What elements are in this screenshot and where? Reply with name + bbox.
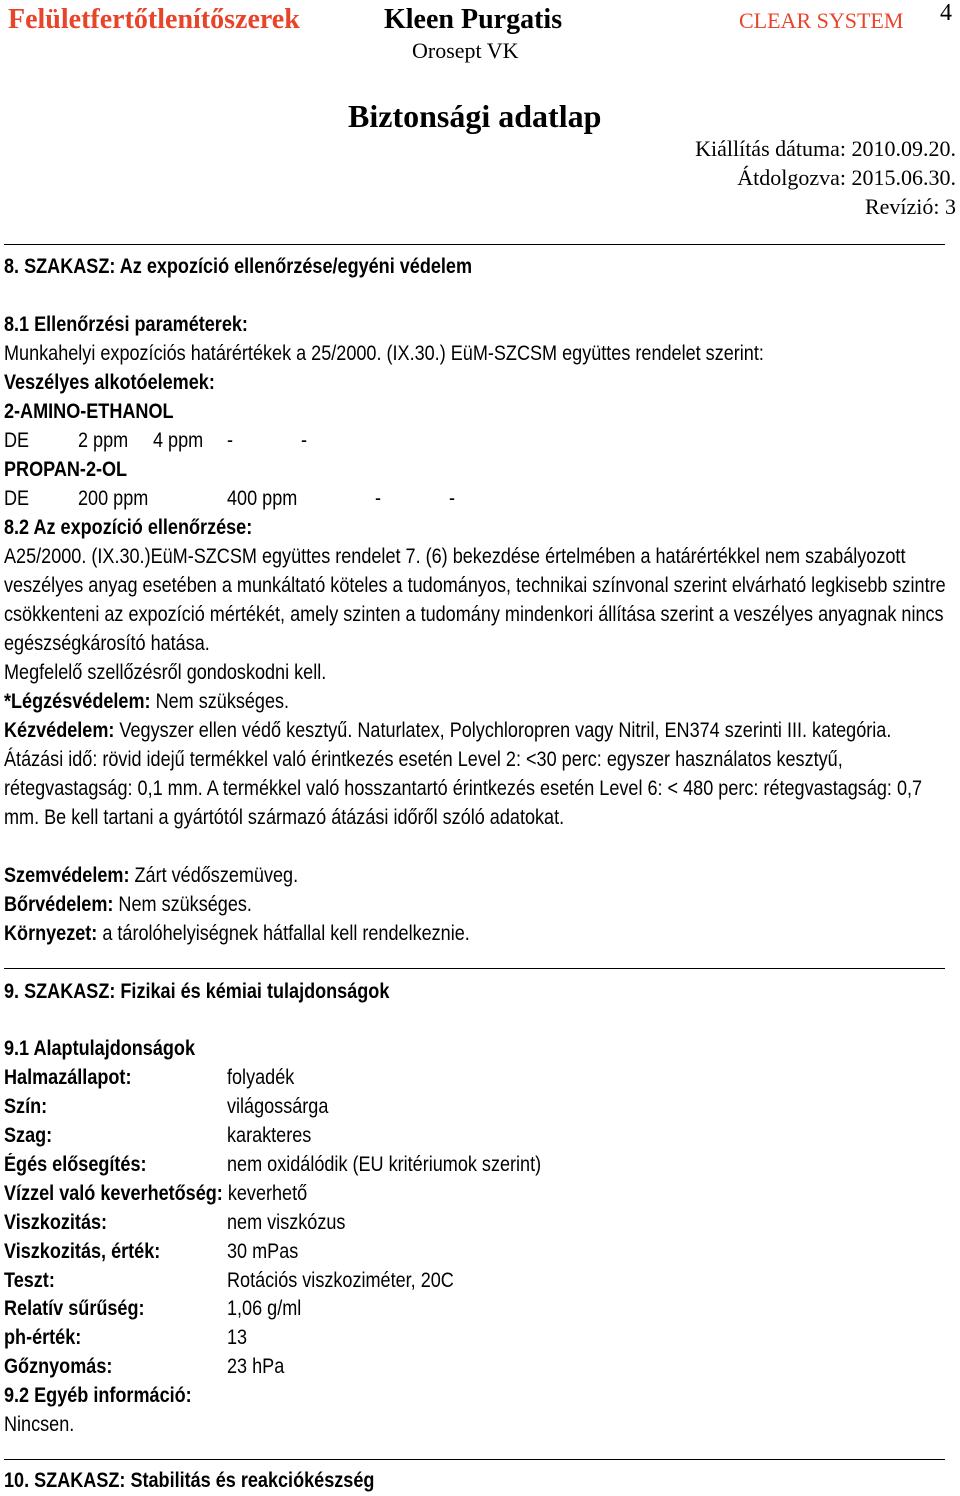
property-value: 30 mPas <box>227 1240 299 1263</box>
exposure-limits-intro: Munkahelyi expozíciós határértékek a 25/2000. (IX.30.) EüM-SZCSM együttes rendelet szerint: <box>4 342 764 365</box>
section-divider <box>4 968 945 969</box>
document-title: Biztonsági adatlap <box>348 98 602 134</box>
eye-label: Szemvédelem: <box>4 864 130 887</box>
component-limit-value: 400 ppm <box>227 487 298 510</box>
hand-protection <box>4 716 954 832</box>
property-value: 13 <box>227 1326 248 1349</box>
component-limit-value: - <box>227 429 234 452</box>
property-value: 1,06 g/ml <box>227 1297 302 1320</box>
section-10-title: 10. SZAKASZ: Stabilitás és reakciókészség <box>4 1469 375 1492</box>
environment-protection <box>4 919 470 948</box>
property-value: keverhető <box>222 1182 308 1205</box>
hazardous-components-title: Veszélyes alkotóelemek: <box>4 371 215 394</box>
header-brand: CLEAR SYSTEM <box>739 8 904 33</box>
respiratory-protection <box>4 687 289 716</box>
skin-value: Nem szükséges. <box>113 893 252 916</box>
property-label: Gőznyomás: <box>4 1355 113 1378</box>
section-8-2-title: 8.2 Az expozíció ellenőrzése: <box>4 516 253 539</box>
other-info-text: Nincsen. <box>4 1413 75 1436</box>
component-name: PROPAN-2-OL <box>4 458 128 481</box>
property-label: Vízzel való keverhetőség: <box>4 1182 223 1205</box>
component-limit-value: - <box>375 487 382 510</box>
page-number: 4 <box>940 0 952 26</box>
property-value: karakteres <box>227 1124 312 1147</box>
property-value: nem viszkózus <box>227 1211 346 1234</box>
property-value: nem oxidálódik (EU kritériumok szerint) <box>227 1153 542 1176</box>
eye-value: Zárt védőszemüveg. <box>129 864 299 887</box>
property-label: Relatív sűrűség: <box>4 1297 145 1320</box>
section-divider <box>4 244 945 245</box>
header-product: Kleen Purgatis <box>384 4 563 35</box>
property-label: Égés elősegítés: <box>4 1153 147 1176</box>
skin-label: Bőrvédelem: <box>4 893 114 916</box>
section-9-2-title: 9.2 Egyéb információ: <box>4 1384 192 1407</box>
exposure-control-text: A25/2000. (IX.30.)EüM-SZCSM együttes rendelet 7. (6) bekezdése értelmében a határértékkel nem szabályozott veszélyes anyag esetében a munkáltató köteles a tudományos, technikai színvonal szerint elvárható legkisebb szintre csökkenteni az expozíció mértékét, amely szinten a tudomány mindenkori állítása szerint a veszélyes anyagnak nincs egészségkárosító hatása. <box>4 545 946 655</box>
component-limit-value: 2 ppm <box>78 429 129 452</box>
property-label: Szín: <box>4 1095 48 1118</box>
component-limit-type: DE <box>4 429 30 452</box>
property-value: világossárga <box>227 1095 329 1118</box>
property-label: Halmazállapot: <box>4 1066 132 1089</box>
eye-protection <box>4 861 298 890</box>
property-value: Rotációs viszkoziméter, 20C <box>227 1269 454 1292</box>
component-limit-value: - <box>301 429 308 452</box>
component-limit-type: DE <box>4 487 30 510</box>
component-limit-value: 4 ppm <box>153 429 204 452</box>
section-9-1-title: 9.1 Alaptulajdonságok <box>4 1037 196 1060</box>
property-value: folyadék <box>227 1066 295 1089</box>
header-subproduct: Orosept VK <box>412 38 519 63</box>
property-label: Szag: <box>4 1124 53 1147</box>
env-label: Környezet: <box>4 922 98 945</box>
section-8-1-title: 8.1 Ellenőrzési paraméterek: <box>4 313 248 336</box>
property-label: Viszkozitás: <box>4 1211 108 1234</box>
property-label: Teszt: <box>4 1269 55 1292</box>
revision-number: Revízió: 3 <box>864 194 956 219</box>
component-limit-value: - <box>449 487 456 510</box>
respiratory-label: *Légzésvédelem: <box>4 690 151 713</box>
ventilation-text: Megfelelő szellőzésről gondoskodni kell. <box>4 661 327 684</box>
section-divider <box>4 1459 945 1460</box>
property-row <box>4 1179 307 1208</box>
section-9-title: 9. SZAKASZ: Fizikai és kémiai tulajdonságok <box>4 980 390 1003</box>
hand-value: Vegyszer ellen védő kesztyű. Naturlatex, Polychloropren vagy Nitril, EN374 szerinti III. kategória. Átázási idő: rövid idejű termékkel való érintkezés esetén Level 2: <30 perc: egyszer használatos kesztyű, rétegvastagság: 0,1 mm. A termékkel való hosszantartó érintkezés esetén Level 6: < 480 perc: rétegvastagság: 0,7 mm. Be kell tartani a gyártótól származó átázási időről szóló adatokat. <box>4 719 923 829</box>
component-limit-value: 200 ppm <box>78 487 149 510</box>
env-value: a tárolóhelyiségnek hátfallal kell rendelkeznie. <box>97 922 470 945</box>
property-label: ph-érték: <box>4 1326 82 1349</box>
issue-date: Kiállítás dátuma: 2010.09.20. <box>695 136 956 161</box>
header-category: Felületfertőtlenítőszerek <box>8 4 300 35</box>
respiratory-value: Nem szükséges. <box>150 690 290 713</box>
property-label: Viszkozitás, érték: <box>4 1240 161 1263</box>
section-8-title: 8. SZAKASZ: Az expozíció ellenőrzése/egyéni védelem <box>4 255 473 278</box>
revised-date: Átdolgozva: 2015.06.30. <box>737 165 956 190</box>
component-name: 2-AMINO-ETHANOL <box>4 400 174 423</box>
property-value: 23 hPa <box>227 1355 285 1378</box>
hand-label: Kézvédelem: <box>4 719 115 742</box>
skin-protection <box>4 890 252 919</box>
